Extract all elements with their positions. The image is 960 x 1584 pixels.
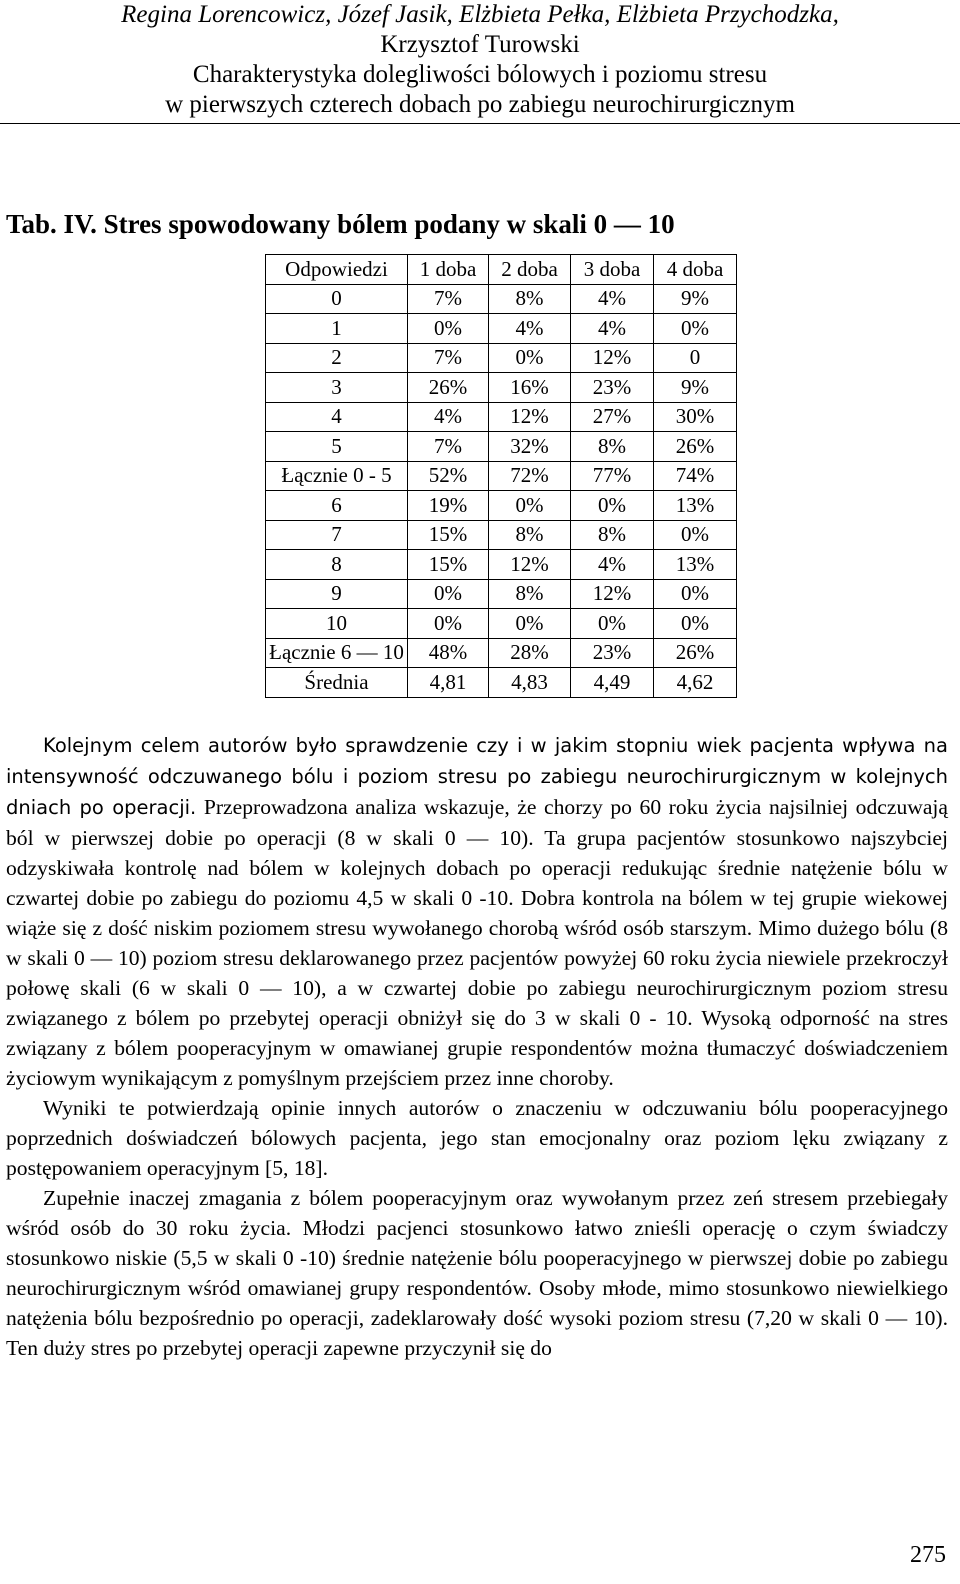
value-cell: 7% (408, 432, 489, 462)
value-cell: 19% (408, 491, 489, 521)
value-cell: 0% (571, 609, 654, 639)
value-cell: 0% (489, 491, 571, 521)
value-cell: 4,62 (654, 668, 737, 698)
stress-table (265, 254, 737, 698)
value-cell: 7% (408, 343, 489, 373)
value-cell: 12% (489, 550, 571, 580)
value-cell: 77% (571, 461, 654, 491)
value-cell: 32% (489, 432, 571, 462)
table-row (266, 668, 737, 698)
table-header-cell: 4 doba (654, 255, 737, 285)
table-header-cell: 3 doba (571, 255, 654, 285)
header-divider (0, 123, 960, 124)
table-row (266, 550, 737, 580)
value-cell: 0% (408, 609, 489, 639)
running-header (0, 0, 960, 120)
table-row (266, 609, 737, 639)
value-cell: 16% (489, 373, 571, 403)
value-cell: 4% (489, 314, 571, 344)
value-cell: 12% (571, 579, 654, 609)
value-cell: 13% (654, 491, 737, 521)
page-number: 275 (910, 1542, 946, 1568)
table-row (266, 432, 737, 462)
value-cell: 0% (654, 579, 737, 609)
value-cell: 0% (654, 520, 737, 550)
value-cell: 4% (571, 314, 654, 344)
row-label-cell: 0 (266, 284, 408, 314)
value-cell: 4% (408, 402, 489, 432)
value-cell: 8% (571, 432, 654, 462)
paragraph-2: Wyniki te potwierdzają opinie innych autorów o znaczeniu w odczuwaniu bólu pooperacyjnego poprzednich doświadczeń bólowych pacjenta, jego stan emocjonalny oraz poziom lęku związany z postępowaniem operacyjnym [5, 18]. (6, 1096, 948, 1180)
value-cell: 30% (654, 402, 737, 432)
value-cell: 27% (571, 402, 654, 432)
value-cell: 0% (571, 491, 654, 521)
value-cell: 52% (408, 461, 489, 491)
value-cell: 13% (654, 550, 737, 580)
value-cell: 4% (571, 550, 654, 580)
table-row (266, 461, 737, 491)
value-cell: 8% (489, 284, 571, 314)
header-authors-line-1: Regina Lorencowicz, Józef Jasik, Elżbieta Pełka, Elżbieta Przychodzka, (121, 1, 839, 28)
table-header-row (266, 255, 737, 285)
header-title-line-2: w pierwszych czterech dobach po zabiegu neurochirurgicznym (165, 91, 795, 118)
row-label-cell: Łącznie 0 - 5 (266, 461, 408, 491)
value-cell: 0% (489, 609, 571, 639)
value-cell: 8% (489, 520, 571, 550)
value-cell: 0 (654, 343, 737, 373)
paragraph-3: Zupełnie inaczej zmagania z bólem pooperacyjnym oraz wywołanym przez zeń stresem przebiegały wśród osób do 30 roku życia. Młodzi pacjenci stosunkowo łatwo znieśli operację o czym świadczy stosunkowo niskie (5,5 w skali 0 -10) średnie natężenie bólu pooperacyjnego w pierwszej dobie po zabiegu neurochirurgicznym wśród omawianej grupy respondentów. Osoby młode, mimo stosunkowo niewielkiego natężenia bólu bezpośrednio po operacji, zadeklarowały dość wysoki poziom stresu (7,20 w skali 0 — 10). Ten duży stres po przebytej operacji zapewne przyczynił się do (6, 1186, 948, 1360)
value-cell: 4,83 (489, 668, 571, 698)
value-cell: 0% (408, 314, 489, 344)
value-cell: 15% (408, 550, 489, 580)
value-cell: 4,81 (408, 668, 489, 698)
row-label-cell: 10 (266, 609, 408, 639)
value-cell: 48% (408, 638, 489, 668)
value-cell: 23% (571, 638, 654, 668)
table-header-cell: 1 doba (408, 255, 489, 285)
value-cell: 26% (654, 432, 737, 462)
value-cell: 4,49 (571, 668, 654, 698)
value-cell: 12% (489, 402, 571, 432)
value-cell: 8% (489, 579, 571, 609)
row-label-cell: Łącznie 6 — 10 (266, 638, 408, 668)
row-label-cell: 7 (266, 520, 408, 550)
table-row (266, 491, 737, 521)
header-authors-line-2: Krzysztof Turowski (380, 31, 580, 58)
table-row (266, 373, 737, 403)
value-cell: 9% (654, 373, 737, 403)
value-cell: 8% (571, 520, 654, 550)
value-cell: 12% (571, 343, 654, 373)
value-cell: 72% (489, 461, 571, 491)
table-row (266, 284, 737, 314)
paragraph-1-sans-part: Kolejnym celem autorów było sprawdzenie czy i w jakim stopniu wiek pacjenta wpływa na intensywność odczuwanego bólu i poziom stresu po zabiegu neurochirurgicznym w kolejnych dniach po operacji. (6, 734, 948, 819)
value-cell: 0% (408, 579, 489, 609)
table-header-cell: 2 doba (489, 255, 571, 285)
row-label-cell: Średnia (266, 668, 408, 698)
table-row (266, 402, 737, 432)
value-cell: 74% (654, 461, 737, 491)
table-row (266, 343, 737, 373)
table-caption: Tab. IV. Stres spowodowany bólem podany w skali 0 — 10 (6, 209, 675, 239)
value-cell: 26% (408, 373, 489, 403)
row-label-cell: 1 (266, 314, 408, 344)
paragraph-1 (6, 730, 948, 1093)
row-label-cell: 2 (266, 343, 408, 373)
article-body (6, 730, 948, 1363)
value-cell: 9% (654, 284, 737, 314)
row-label-cell: 5 (266, 432, 408, 462)
table-body (266, 284, 737, 697)
header-title-line-1: Charakterystyka dolegliwości bólowych i poziomu stresu (192, 61, 768, 88)
row-label-cell: 3 (266, 373, 408, 403)
row-label-cell: 9 (266, 579, 408, 609)
value-cell: 7% (408, 284, 489, 314)
value-cell: 28% (489, 638, 571, 668)
value-cell: 0% (489, 343, 571, 373)
value-cell: 0% (654, 314, 737, 344)
table-row (266, 579, 737, 609)
row-label-cell: 4 (266, 402, 408, 432)
value-cell: 26% (654, 638, 737, 668)
row-label-cell: 8 (266, 550, 408, 580)
value-cell: 4% (571, 284, 654, 314)
table-row (266, 638, 737, 668)
table-row (266, 314, 737, 344)
value-cell: 23% (571, 373, 654, 403)
value-cell: 15% (408, 520, 489, 550)
paragraph-1-serif-part: Przeprowadzona analiza wskazuje, że chorzy po 60 roku życia najsilniej odczuwają ból w pierwszej dobie po operacji (8 w skali 0 — 10). Ta grupa pacjentów stosunkowo najszybciej odzyskiwała kontrolę nad bólem w kolejnych dobach po operacji redukując średnie natężenie bólu w czwartej dobie po zabiegu do poziomu 4,5 w skali 0 -10. Dobra kontrola na bólem w tej grupie wiekowej wiąże się z dość niskim poziomem stresu wywołanego chorobą wśród osób starszym. Mimo dużego bólu (8 w skali 0 — 10) poziom stresu deklarowanego przez pacjentów powyżej 60 roku życia niewiele przekroczył połowę skali (6 w skali 0 — 10), a w czwartej dobie po zabiegu neurochirurgicznym poziom stresu związanego z bólem po przebytej operacji obniżył się do 3 w skali 0 - 10. Wysoką odporność na stres związany z bólem pooperacyjnym w omawianej grupie respondentów można tłumaczyć doświadczeniem życiowym wynikającym z pomyślnym przejściem przez inne choroby. (6, 795, 949, 1090)
value-cell: 0% (654, 609, 737, 639)
table-row (266, 520, 737, 550)
table-header-cell: Odpowiedzi (266, 255, 408, 285)
row-label-cell: 6 (266, 491, 408, 521)
